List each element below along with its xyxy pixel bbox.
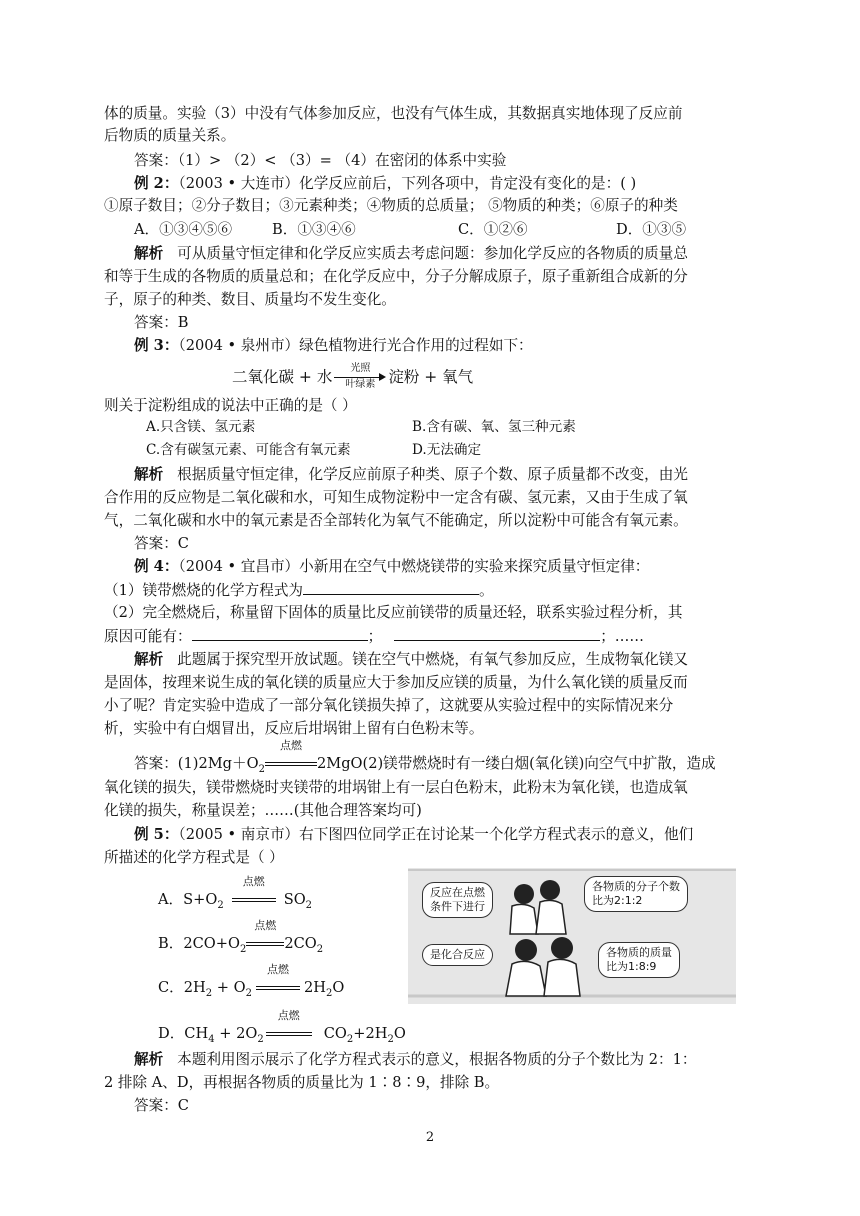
condition-equals [232, 875, 276, 910]
answer-line: 氧化镁的损失，镁带燃烧时夹镁带的坩埚钳上有一层白色粉末，此粉末为氧化镁，也造成氧 [104, 779, 688, 796]
punctuation: ； [367, 628, 383, 645]
analysis-text: 此题属于探究型开放试题。镁在空气中燃烧，有氧气参加反应，生成物氧化镁又 [177, 651, 688, 668]
speech-bubble-3 [422, 944, 493, 966]
analysis-line: 是固体，按理来说生成的氧化镁的质量应大于参加反应镁的质量，为什么氧化镁的质量反而 [104, 674, 688, 691]
subscript: 2 [316, 943, 324, 955]
subscript: 2 [387, 1033, 394, 1045]
example-2-options [134, 220, 687, 240]
equation-right: 淀粉 + 氧气 [388, 368, 474, 386]
analysis-line: 2 排除 A、D，再根据各物质的质量比为 1∶8∶9，排除 B。 [104, 1074, 500, 1091]
equation-text: A．S+O [158, 891, 218, 908]
equation-text: + O [216, 979, 246, 996]
equation-text: C．2H [158, 979, 206, 996]
answer-blank [394, 626, 600, 641]
question-text: （2003 • 大连市）化学反应前后，下列各项中，肯定没有变化的是：( ) [178, 175, 637, 192]
subscript: 2 [245, 987, 253, 999]
bubble-text: 各物质的分子个数 [592, 880, 680, 893]
question-2-blanks [104, 626, 644, 647]
bubble-text: 比为1:8:9 [606, 960, 657, 973]
example-4-question [134, 557, 649, 577]
question-text: （2004 • 泉州市）绿色植物进行光合作用的过程如下： [178, 337, 533, 354]
analysis-label: 解析 [134, 466, 164, 483]
equation-text: 答案：(1)2Mg＋O [134, 755, 259, 772]
condition-label: 点燃 [277, 1009, 300, 1022]
example-2-items: ①原子数目；②分子数目；③元素种类；④物质的总质量； ⑤物质的种类；⑥原子的种类 [104, 197, 678, 214]
condition-equals [266, 1009, 312, 1044]
analysis-line: 气，二氧化碳和水中的氧元素是否全部转化为氧气不能确定，所以淀粉中可能含有氧元素。 [104, 512, 688, 529]
equation-text: 2H [304, 979, 327, 996]
equation-text: +2H [353, 1025, 388, 1042]
arrow-top-label: 光照 [350, 363, 371, 374]
example-2-question [134, 174, 636, 194]
subscript: 4 [208, 1033, 215, 1045]
equation-left: 二氧化碳 + 水 [232, 368, 333, 386]
equation-text: SO [283, 891, 306, 908]
text-line: 后物质的质量关系。 [104, 127, 236, 144]
speech-bubble-1 [422, 882, 493, 918]
example-label: 例 4： [134, 558, 179, 575]
speech-bubble-4 [598, 942, 680, 978]
page-number: 2 [425, 1130, 435, 1145]
condition-label: 点燃 [254, 919, 277, 932]
example-3-question [134, 336, 533, 356]
question-2: （2）完全燃烧后，称量留下固体的质量比反应前镁带的质量还轻，联系实验过程分析，其 [104, 604, 683, 621]
subscript: 2 [305, 899, 313, 911]
equation-text: CO [323, 1025, 347, 1042]
option-d: D．①③⑤ [616, 221, 687, 238]
analysis-line [134, 650, 688, 670]
option-a: A.只含镁、氢元素 [146, 419, 256, 435]
option-b: B．①③④⑥ [272, 221, 356, 238]
subscript: 2 [257, 1033, 264, 1045]
analysis-label: 解析 [134, 1051, 164, 1068]
analysis-label: 解析 [134, 651, 164, 668]
bubble-text: 反应在点燃 [430, 886, 485, 899]
answer-blank [192, 626, 368, 641]
question-text: 则关于淀粉组成的说法中正确的是（ ） [104, 397, 357, 414]
punctuation: ；…… [600, 628, 644, 645]
option-d: D.无法确定 [412, 442, 482, 458]
subscript: 2 [239, 943, 247, 955]
option-a: A．①③④⑤⑥ [134, 221, 233, 238]
answer-line [134, 739, 716, 780]
equation-text: B．2CO+O [158, 935, 240, 952]
answer-line: 答案：C [134, 535, 189, 552]
answer-line: 答案：（1）> （2）< （3）= （4）在密闭的体系中实验 [134, 152, 507, 169]
option-c: C.含有碳氢元素、可能含有氧元素 [146, 442, 351, 458]
discussion-figure [408, 868, 736, 1004]
analysis-label: 解析 [134, 245, 164, 262]
option-c [158, 963, 345, 1004]
example-label: 例 3： [134, 337, 179, 354]
photosynthesis-equation [232, 365, 473, 391]
answer-text: 2MgO(2)镁带燃烧时有一缕白烟(氧化镁)向空气中扩散，造成 [316, 755, 716, 772]
option-a [158, 875, 313, 916]
equation-text: + 2O [219, 1025, 258, 1042]
equation-text: O [393, 1025, 406, 1042]
condition-equals [265, 739, 317, 774]
answer-line: 化镁的损失，称量误差；……(其他合理答案均可) [104, 802, 422, 819]
subscript: 2 [217, 899, 224, 911]
reaction-arrow [334, 365, 386, 391]
example-label: 例 5： [134, 826, 179, 843]
analysis-line: 和等于生成的各物质的质量总和；在化学反应中，分子分解成原子，原子重新组合成新的分 [104, 268, 688, 285]
condition-label: 点燃 [267, 963, 290, 976]
question-1 [104, 580, 494, 601]
example-label: 例 2： [134, 175, 179, 192]
analysis-text: 可从质量守恒定律和化学反应实质去考虑问题：参加化学反应的各物质的质量总 [177, 245, 688, 262]
text-line: 体的质量。实验（3）中没有气体参加反应，也没有气体生成，其数据真实地体现了反应前 [104, 105, 683, 122]
option-b: B.含有碳、氧、氢三种元素 [412, 419, 576, 435]
subscript: 2 [346, 1033, 354, 1045]
subscript: 2 [205, 987, 213, 999]
punctuation: 。 [479, 582, 494, 599]
analysis-line: 子，原子的种类、数目、质量均不发生变化。 [104, 291, 396, 308]
analysis-text: 本题利用图示展示了化学方程式表示的意义，根据各物质的分子个数比为 2：1： [177, 1051, 697, 1068]
analysis-line [134, 1050, 697, 1070]
condition-label: 点燃 [279, 739, 302, 752]
condition-equals [256, 963, 300, 998]
option-c: C．①②⑥ [458, 221, 528, 238]
analysis-line: 合作用的反应物是二氧化碳和水，可知生成物淀粉中一定含有碳、氢元素，又由于生成了氧 [104, 489, 688, 506]
condition-label: 点燃 [242, 875, 265, 888]
bubble-text: 条件下进行 [430, 900, 485, 913]
question-text: 所描述的化学方程式是（ ） [104, 849, 284, 866]
analysis-line [134, 244, 688, 264]
bubble-text: 比为2:1:2 [592, 894, 643, 907]
condition-equals [246, 919, 284, 954]
bubble-text: 是化合反应 [430, 948, 485, 961]
answer-line: 答案：C [134, 1097, 189, 1114]
answer-line: 答案：B [134, 314, 189, 331]
question-2-text: 原因可能有： [104, 628, 192, 645]
arrow-bottom-label: 叶绿素 [345, 379, 376, 390]
analysis-text: 根据质量守恒定律，化学反应前原子种类、原子个数、原子质量都不改变，由光 [177, 466, 688, 483]
option-b [158, 919, 324, 960]
equation-text: O [332, 979, 345, 996]
question-text: （2004 • 宜昌市）小新用在空气中燃烧镁带的实验来探究质量守恒定律： [178, 558, 650, 575]
question-text: （2005 • 南京市）右下图四位同学正在讨论某一个化学方程式表示的意义，他们 [178, 826, 694, 843]
example-3-options [146, 440, 482, 460]
speech-bubble-2 [584, 876, 688, 912]
option-d [158, 1009, 406, 1050]
answer-blank [303, 580, 479, 595]
example-3-options [146, 417, 576, 437]
analysis-line: 析，实验中有白烟冒出，反应后坩埚钳上留有白色粉末等。 [104, 720, 484, 737]
bubble-text: 各物质的质量 [606, 946, 672, 959]
question-1-text: （1）镁带燃烧的化学方程式为 [104, 582, 304, 599]
equation-text: 2CO [284, 935, 317, 952]
subscript: 2 [258, 763, 265, 775]
analysis-line: 小了呢？肯定实验中造成了一部分氧化镁损失掉了，这就要从实验过程中的实际情况来分 [104, 697, 674, 714]
equation-text: D．CH [158, 1025, 209, 1042]
analysis-line [134, 465, 688, 485]
subscript: 2 [326, 987, 333, 999]
example-5-question [134, 825, 693, 845]
